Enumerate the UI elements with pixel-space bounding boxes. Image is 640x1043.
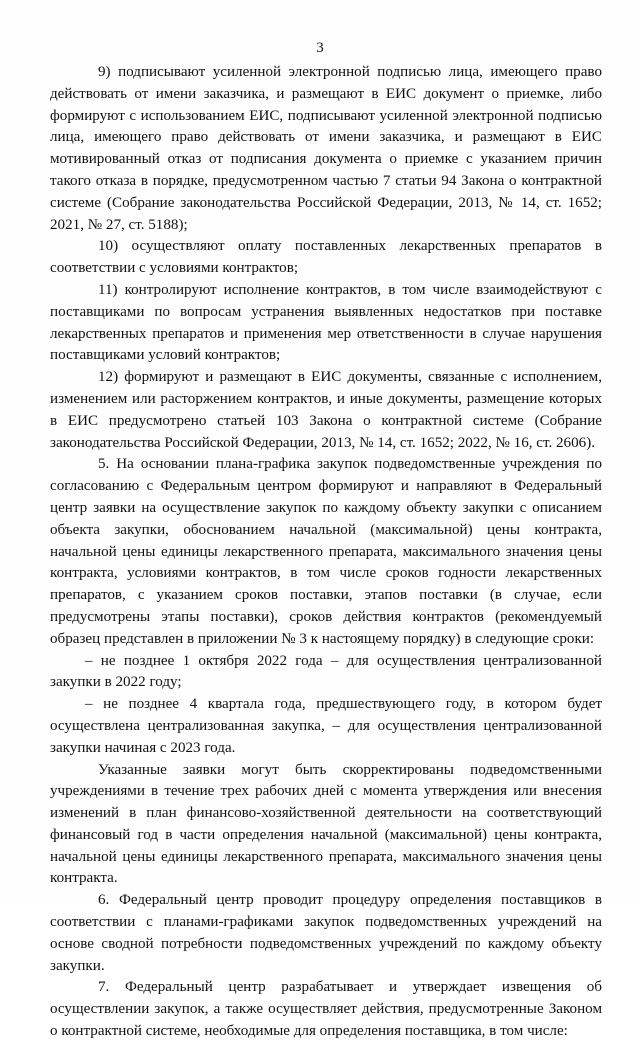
paragraph-item-10: 10) осуществляют оплату поставленных лекарственных препаратов в соответствии с условиями контрактов; bbox=[50, 238, 602, 277]
paragraph-deadline-2022: – не позднее 1 октября 2022 года – для осуществления централизованной закупки в 2022 году; bbox=[50, 652, 602, 691]
paragraph-item-9: 9) подписывают усиленной электронной подписью лица, имеющего право действовать от имени заказчика, и размещают в ЕИС документ о приемке, либо формируют с использованием ЕИС, подписывают усиленной электронной подписью лица, имеющего право действовать от имени заказчика, и размещают в ЕИС мотивированный отказ от подписания документа о приемке с указанием причин такого отказа в порядке, предусмотренном частью 7 статьи 94 Закона о контрактной системе (Собрание законодательства Российской Федерации, 2013, № 14, ст. 1652; 2021, № 27, ст. 5188); bbox=[50, 64, 602, 233]
paragraph-corrections: Указанные заявки могут быть скорректированы подведомственными учреждениями в течение трех рабочих дней с момента утверждения или внесения изменений в план финансово-хозяйственной деятельности на соответствующий финансовый год в части определения начальной (максимальной) цены контракта, начальной цены единицы лекарственного препарата, максимального значения цены контракта. bbox=[50, 761, 602, 887]
paragraph-item-12: 12) формируют и размещают в ЕИС документы, связанные с исполнением, изменением или расторжением контрактов, и иные документы, размещение которых в ЕИС предусмотрено статьей 103 Закона о контрактной системе (Собрание законодательства Российской Федерации, 2013, № 14, ст. 1652; 2022, № 16, ст. 2606). bbox=[50, 369, 602, 451]
paragraph-section-7: 7. Федеральный центр разрабатывает и утверждает извещения об осуществлении закупок, а также осуществляет действия, предусмотренные Законом о контрактной системе, необходимые для определения поставщика, в том числе: bbox=[50, 979, 602, 1040]
paragraph-section-6: 6. Федеральный центр проводит процедуру определения поставщиков в соответствии с планами-графиками закупок подведомственных учреждений на основе сводной потребности подведомственных учреждений по каждому объекту закупки. bbox=[50, 892, 602, 974]
paragraph-section-5: 5. На основании плана-графика закупок подведомственные учреждения по согласованию с Федеральным центром формируют и направляют в Федеральный центр заявки на осуществление закупок по каждому объекту закупки с описанием объекта закупки, обоснованием начальной (максимальной) цены контракта, начальной цены единицы лекарственного препарата, максимального значения цены контракта, условиями контрактов, в том числе сроков годности лекарственных препаратов, с указанием сроков поставки, этапов поставки (в случае, если предусмотрены этапы поставки), сроков действия контрактов (рекомендуемый образец представлен в приложении № 3 к настоящему порядку) в следующие сроки: bbox=[50, 456, 602, 647]
page-number: 3 bbox=[316, 40, 324, 56]
paragraph-deadline-2023: – не позднее 4 квартала года, предшествующего году, в котором будет осуществлена централизованная закупка, – для осуществления централизованной закупки начиная с 2023 года. bbox=[50, 696, 602, 756]
document-body bbox=[50, 62, 602, 1043]
paragraph-item-11: 11) контролируют исполнение контрактов, в том числе взаимодействуют с поставщиками по вопросам устранения выявленных недостатков при поставке лекарственных препаратов и применения мер ответственности в случае нарушения поставщиками условий контрактов; bbox=[50, 281, 602, 364]
